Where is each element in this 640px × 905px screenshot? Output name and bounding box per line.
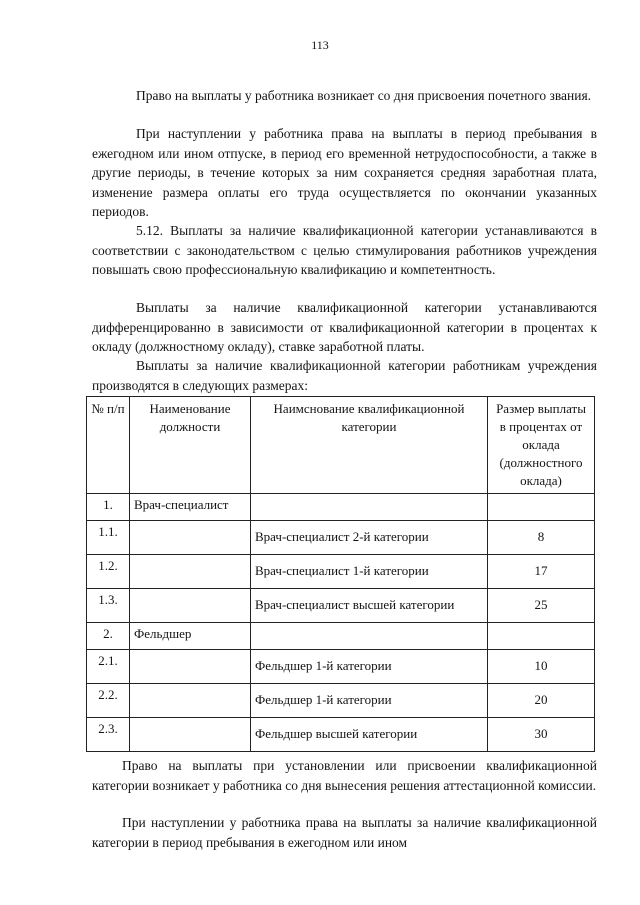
header-number: № п/п: [87, 397, 130, 494]
row-number: 2.1.: [87, 650, 130, 684]
qualification-payments-table: [86, 396, 595, 752]
paragraph-honorary-title-right: Право на выплаты у работника возникает со дня присвоения почетного звания.: [136, 88, 592, 103]
paragraph-5-12: 5.12. Выплаты за наличие квалификационной категории устанавливаются в соответствии с законодательством с целью стимулирования работников учреждения повышать свою профессиональную квалификацию и компетентность.: [92, 223, 597, 277]
paragraph-differentiated-payments: Выплаты за наличие квалификационной категории устанавливаются дифференцированно в зависимости от квалификационной категории в процентах к окладу (должностному окладу), ставке заработной платы.: [92, 300, 597, 354]
row-number: 1.1.: [87, 521, 130, 555]
table-row: [87, 684, 595, 718]
row-category: Врач-специалист высшей категории: [251, 589, 488, 623]
table-row: [87, 589, 595, 623]
row-position: Фельдшер: [130, 623, 251, 650]
table-row: [87, 555, 595, 589]
row-category: Врач-специалист 1-й категории: [251, 555, 488, 589]
row-number: 2.3.: [87, 718, 130, 752]
row-percent: 25: [488, 589, 595, 623]
table-row: [87, 494, 595, 521]
table-row: [87, 718, 595, 752]
table-row: [87, 521, 595, 555]
table-row: [87, 623, 595, 650]
row-percent: 8: [488, 521, 595, 555]
paragraph-category-vacation: При наступлении у работника права на выплаты за наличие квалификационной категории в период пребывания в ежегодном или ином: [92, 815, 597, 850]
row-category: Врач-специалист 2-й категории: [251, 521, 488, 555]
paragraph-payment-sizes-intro: Выплаты за наличие квалификационной категории работникам учреждения производятся в следующих размерах:: [92, 358, 597, 393]
paragraph-vacation-periods: При наступлении у работника права на выплаты в период пребывания в ежегодном или ином отпуске, в период его временной нетрудоспособности, а также в другие периоды, в течение которых за ним сохраняется средняя заработная плата, изменение размера оплаты его труда осуществляется по окончании указанных периодов.: [92, 126, 597, 219]
page-number: 113: [311, 38, 329, 52]
row-position: [130, 718, 251, 752]
row-category: Фельдшер 1-й категории: [251, 650, 488, 684]
row-category: Фельдшер высшей категории: [251, 718, 488, 752]
row-percent: 17: [488, 555, 595, 589]
row-position: [130, 684, 251, 718]
row-position: [130, 555, 251, 589]
header-percent: Размер выплаты в процентах от оклада (должностного оклада): [488, 397, 595, 494]
row-percent: 30: [488, 718, 595, 752]
row-position: Врач-специалист: [130, 494, 251, 521]
header-position: Наименование должности: [130, 397, 251, 494]
row-number: 1.2.: [87, 555, 130, 589]
row-number: 1.: [87, 494, 130, 521]
row-position: [130, 521, 251, 555]
row-number: 1.3.: [87, 589, 130, 623]
row-percent: [488, 623, 595, 650]
row-category: [251, 623, 488, 650]
row-position: [130, 650, 251, 684]
header-category: Наимснование квалификационной категории: [251, 397, 488, 494]
paragraph-category-right: Право на выплаты при установлении или присвоении квалификационной категории возникает у работника со дня вынесения решения аттестационной комиссии.: [92, 758, 597, 793]
row-position: [130, 589, 251, 623]
row-percent: 10: [488, 650, 595, 684]
table-header-row: [87, 397, 595, 494]
row-percent: 20: [488, 684, 595, 718]
row-number: 2.: [87, 623, 130, 650]
row-percent: [488, 494, 595, 521]
row-category: [251, 494, 488, 521]
row-number: 2.2.: [87, 684, 130, 718]
table-row: [87, 650, 595, 684]
row-category: Фельдшер 1-й категории: [251, 684, 488, 718]
